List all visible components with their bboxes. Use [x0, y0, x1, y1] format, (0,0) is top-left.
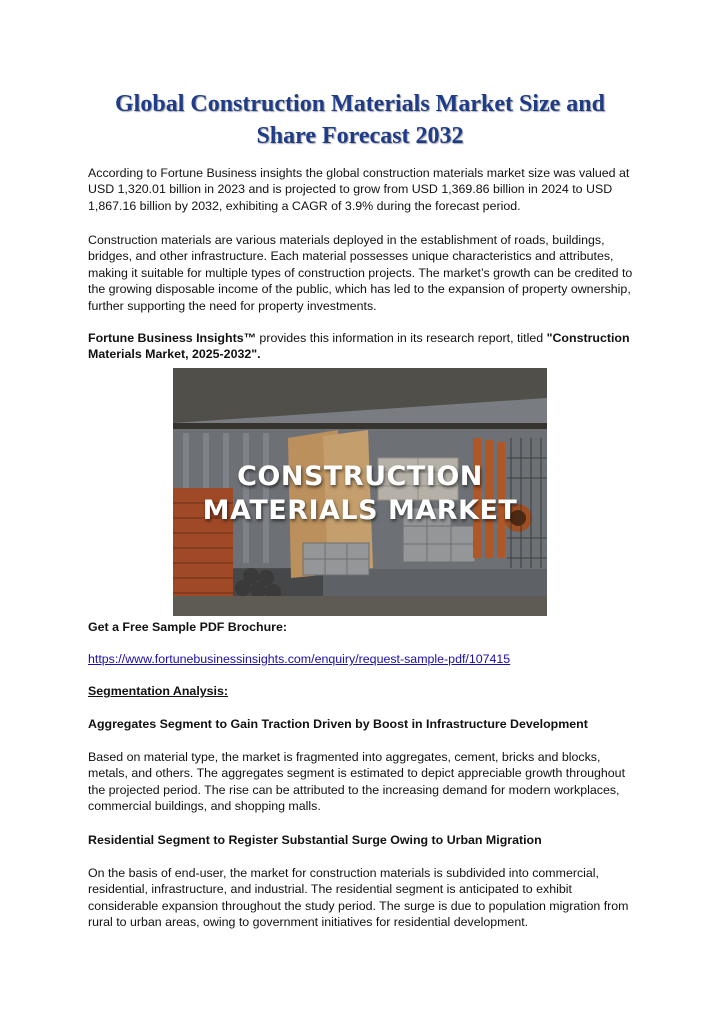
description-paragraph: Construction materials are various materials deployed in the establishment of roads, buildings, bridges, and other infrastructure. Each material possesses unique characteristics and attributes, making it suitable for multiple types of construction projects. The market’s growth can be credited to the growing disposable income of the public, which has led to the expansion of property ownership, further supporting the need for property investments. [88, 233, 633, 313]
aggregates-paragraph: Based on material type, the market is fragmented into aggregates, cement, bricks and blocks, metals, and others. The aggregates segment is estimated to depict appreciable growth throughout the projected period. The rise can be attributed to the increasing demand for modern workplaces, commercial buildings, and shopping malls. [88, 750, 626, 814]
hero-image-caption [173, 460, 547, 528]
source-paragraph [88, 330, 633, 363]
brochure-link[interactable]: https://www.fortunebusinessinsights.com/enquiry/request-sample-pdf/107415 [88, 652, 511, 666]
hero-caption-line-2: MATERIALS MARKET [202, 495, 518, 526]
brochure-label: Get a Free Sample PDF Brochure: [88, 620, 287, 634]
title-line-2: Share Forecast 2032 [256, 123, 464, 149]
page-title [60, 88, 660, 152]
hero-caption-line-1: CONSTRUCTION [237, 461, 483, 492]
hero-image [173, 368, 547, 616]
brochure-link-wrap [88, 651, 633, 667]
report-title: "Construction Materials Market, 2025-2032". [88, 331, 630, 362]
residential-paragraph: On the basis of end-user, the market for construction materials is subdivided into commercial, residential, infrastructure, and industrial. The residential segment is anticipated to exhibit considerable expansion throughout the study period. The surge is due to population migration from rural to urban areas, owing to government initiatives for residential development. [88, 866, 629, 930]
source-text: provides this information in its research report, titled [255, 331, 547, 345]
title-line-1: Global Construction Materials Market Size and [115, 91, 605, 117]
intro-paragraph: According to Fortune Business insights the global construction materials market size was valued at USD 1,320.01 billion in 2023 and is projected to grow from USD 1,369.86 billion in 2024 to USD 1,867.16 billion by 2032, exhibiting a CAGR of 3.9% during the forecast period. [88, 166, 630, 213]
brand-name: Fortune Business Insights™ [88, 331, 256, 345]
segmentation-heading: Segmentation Analysis: [88, 684, 228, 698]
residential-heading: Residential Segment to Register Substantial Surge Owing to Urban Migration [88, 833, 542, 847]
aggregates-heading: Aggregates Segment to Gain Traction Driven by Boost in Infrastructure Development [88, 717, 588, 731]
